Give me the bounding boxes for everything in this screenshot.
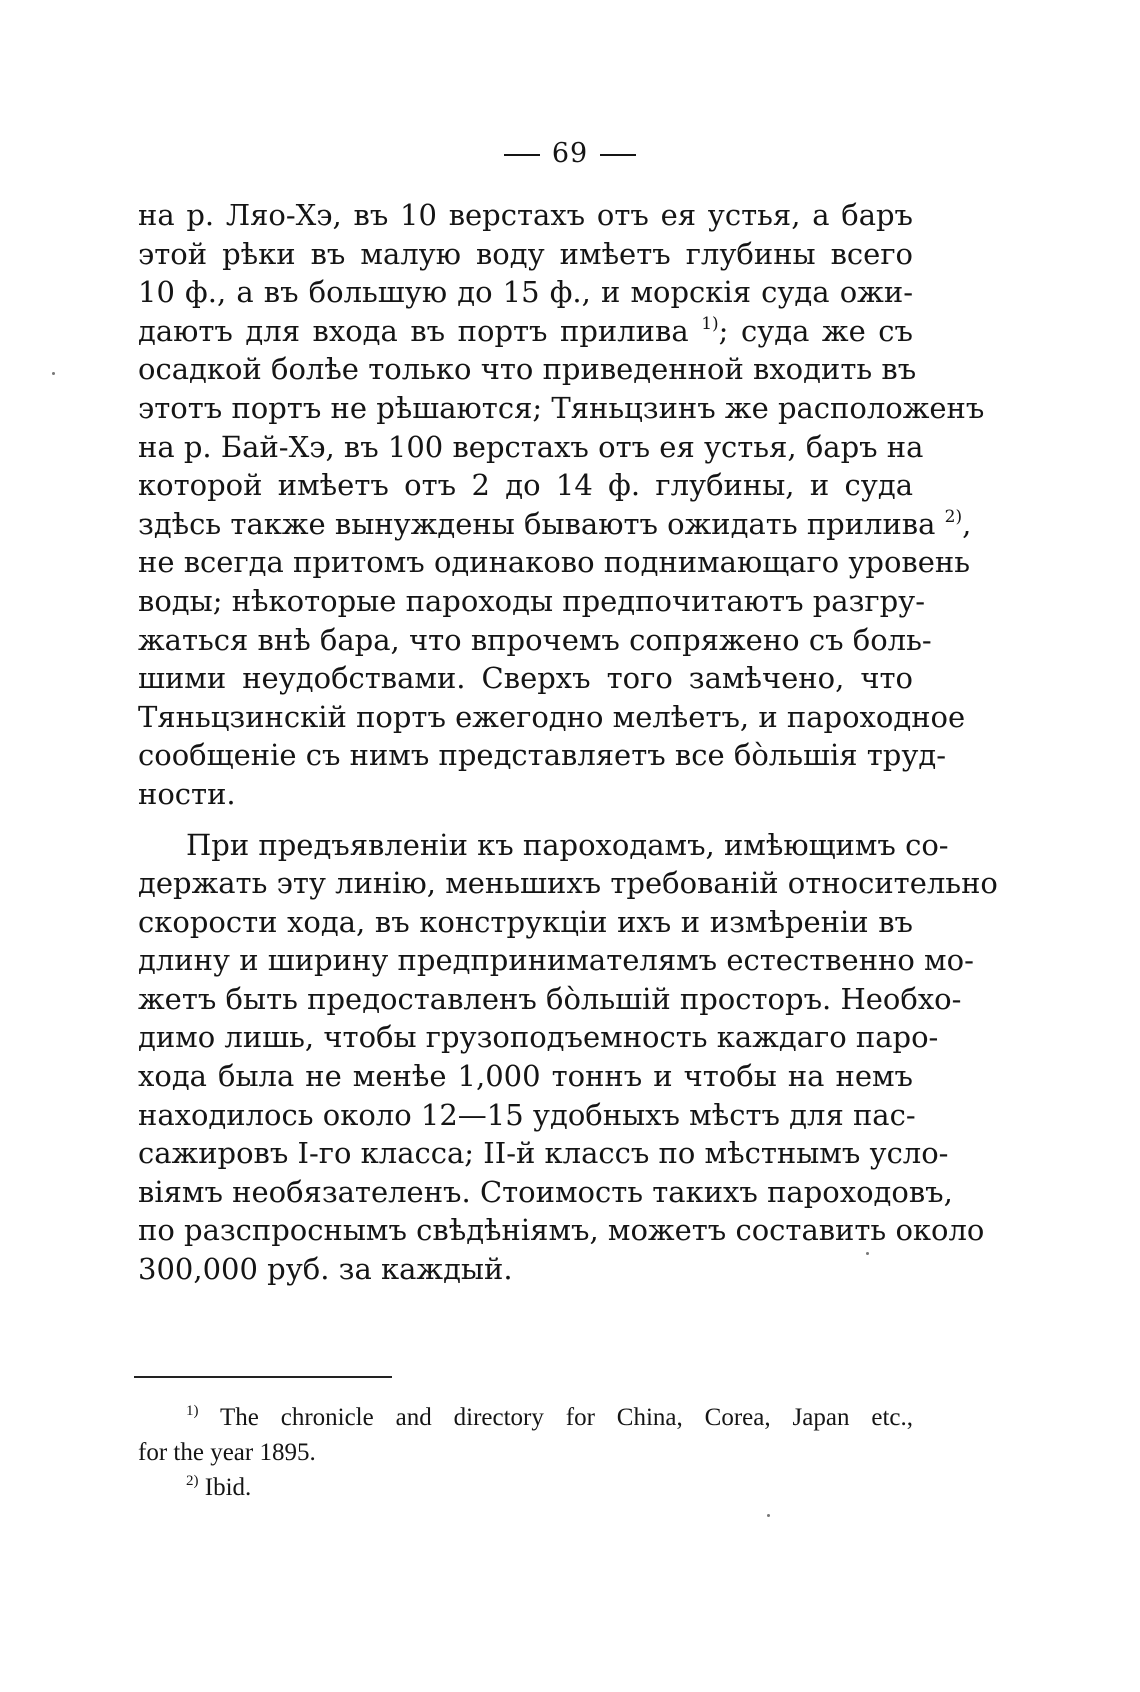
text-line: ности. (138, 776, 236, 811)
paper-speck (52, 372, 55, 375)
text-line: на р. Бай-Хэ, въ 100 верстахъ отъ ея устья, баръ на (138, 429, 924, 464)
footnote-2-text: Ibid. (204, 1474, 252, 1501)
text-line: находилось около 12—15 удобныхъ мѣстъ для пас- (138, 1097, 916, 1132)
text-line: длину и ширину предпринимателямъ естественно мо- (138, 943, 974, 978)
text-line: димо лишь, чтобы грузоподъемность каждаго паро- (138, 1020, 939, 1055)
footnotes (138, 1400, 913, 1505)
text-line: осадкой болѣе только что приведенной входить въ (138, 352, 917, 387)
text-line: Тяньцзинскій портъ ежегодно мелѣетъ, и пароходное (138, 699, 966, 734)
text-line: по разспроснымъ свѣдѣніямъ, можетъ составить около (138, 1213, 985, 1248)
text-fragment: даютъ для входа въ портъ прилива (138, 313, 689, 348)
page-number (0, 138, 1140, 169)
text-fragment: здѣсь также вынуждены бываютъ ожидать прилива (138, 506, 936, 541)
text-line: воды; нѣкоторые пароходы предпочитаютъ разгру- (138, 583, 926, 618)
text-line: шими неудобствами. Сверхъ того замѣчено, что (138, 661, 913, 696)
paper-speck (866, 1252, 869, 1255)
text-line: которой имѣетъ отъ 2 до 14 ф. глубины, и суда (138, 468, 913, 503)
footnote-marker-2: 2) (186, 1473, 199, 1489)
footnote-2 (138, 1470, 913, 1505)
text-line: віямъ необязателенъ. Стоимость такихъ пароходовъ, (138, 1174, 953, 1209)
text-line: 300,000 руб. за каждый. (138, 1252, 513, 1287)
footnote-1 (138, 1400, 913, 1435)
text-line (138, 505, 972, 544)
text-line: сажировъ I-го класса; II-й классъ по мѣстнымъ усло- (138, 1136, 949, 1171)
text-line: жетъ быть предоставленъ бо̀льшій просторъ. Необхо- (138, 981, 962, 1016)
paper-speck (767, 1514, 770, 1517)
paragraph-2 (138, 826, 998, 1289)
page-number-value: 69 (551, 138, 589, 169)
text-line: не всегда притомъ одинаково поднимающаго уровень (138, 545, 971, 580)
text-fragment: , (962, 506, 972, 541)
text-line: 10 ф., а въ большую до 15 ф., и морскія суда ожи- (138, 275, 913, 310)
footnote-1-text: The chronicle and directory for China, Corea, Japan etc., (219, 1404, 913, 1431)
text-line (138, 312, 913, 351)
footnote-ref-2[interactable]: 2) (944, 506, 963, 527)
text-line: хода была не менѣе 1,000 тоннъ и чтобы на немъ (138, 1059, 913, 1094)
footnote-divider (134, 1376, 392, 1378)
text-line: на р. Ляо-Хэ, въ 10 верстахъ отъ ея устья, а баръ (138, 198, 913, 232)
paragraph-gap (138, 814, 913, 826)
text-line: При предъявленіи къ пароходамъ, имѣющимъ со- (186, 827, 949, 862)
footnote-ref-1[interactable]: 1) (701, 313, 719, 334)
body-text (138, 196, 998, 1289)
page-number-dash-left (504, 154, 540, 156)
text-fragment: ; суда же съ (718, 313, 913, 348)
text-line: этой рѣки въ малую воду имѣетъ глубины всего (138, 236, 913, 271)
text-line: этотъ портъ не рѣшаются; Тяньцзинъ же расположенъ (138, 390, 985, 425)
footnote-marker-1: 1) (186, 1403, 199, 1419)
text-line: скорости хода, въ конструкціи ихъ и измѣреніи въ (138, 904, 913, 939)
page-number-dash-right (600, 154, 636, 156)
text-line: сообщеніе съ нимъ представляетъ все бо̀льшія труд- (138, 738, 947, 773)
paragraph-1 (138, 196, 985, 814)
text-line: жаться внѣ бара, что впрочемъ сопряжено съ боль- (138, 622, 932, 657)
text-line: держать эту линію, меньшихъ требованій относительно (138, 866, 998, 901)
footnote-1-continuation: for the year 1895. (138, 1439, 316, 1466)
